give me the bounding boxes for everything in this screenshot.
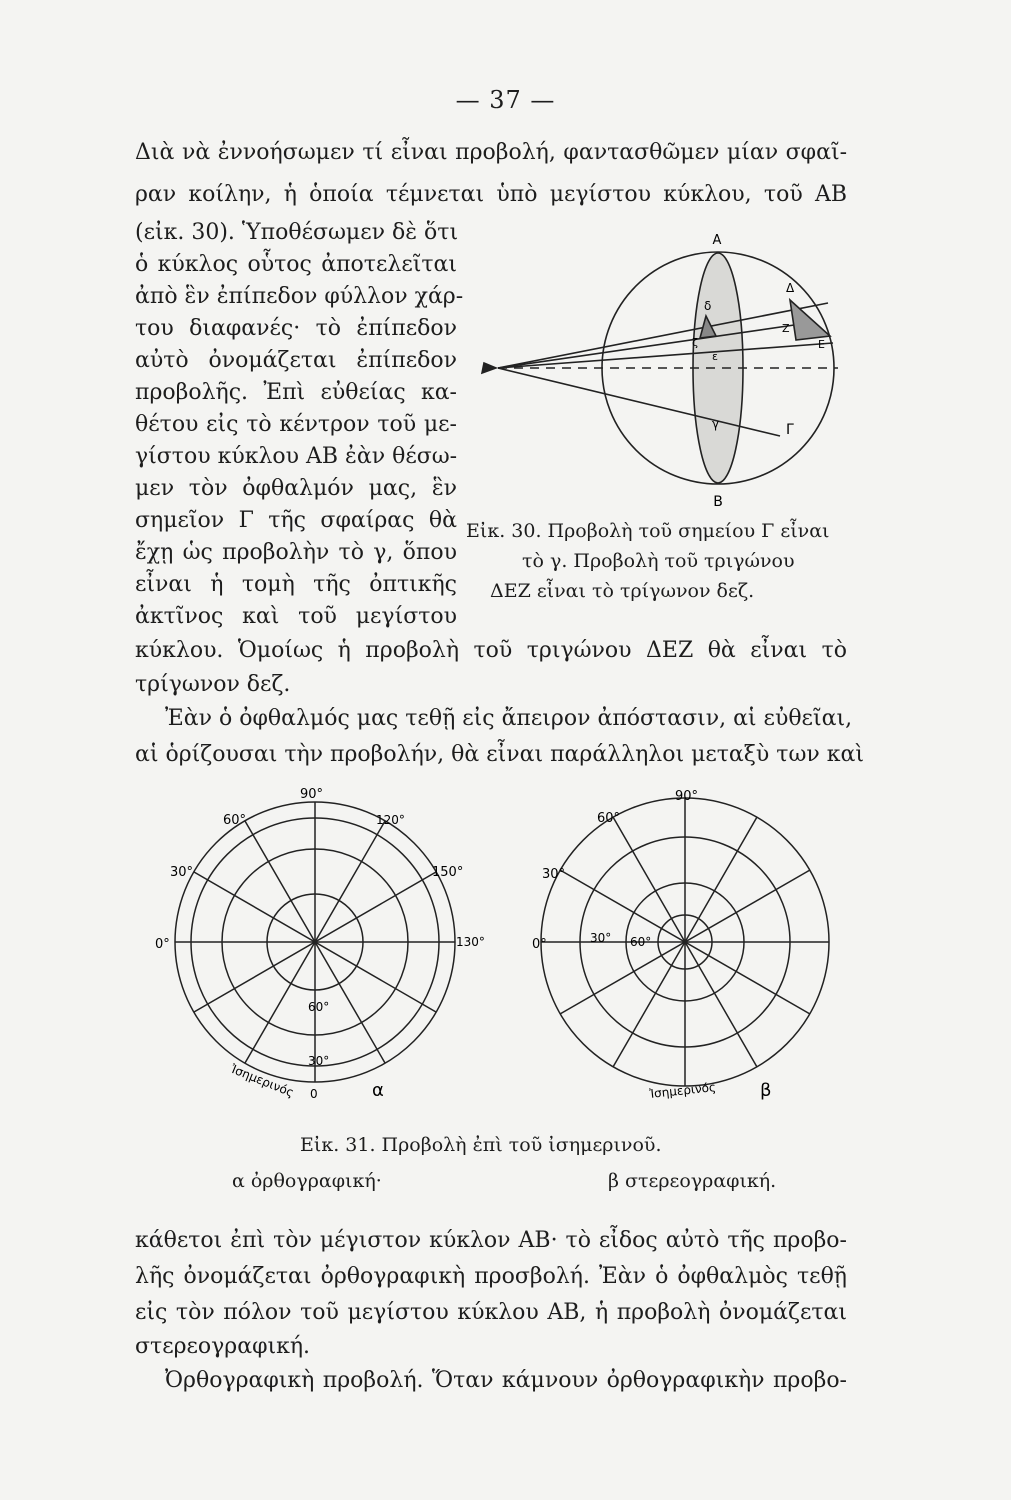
figure-30-diagram bbox=[468, 228, 858, 518]
orthographic-grid bbox=[175, 802, 455, 1082]
text-line: ραν κοίλην, ἡ ὁποία τέμνεται ὑπὸ μεγίστου κύκλου, τοῦ ΑΒ bbox=[135, 182, 847, 207]
label-G: Γ bbox=[786, 422, 794, 438]
text-line: του διαφανές· τὸ ἐπίπεδον bbox=[135, 316, 457, 341]
label-E: Ε bbox=[818, 338, 825, 351]
text-line: εἶναι ἡ τομὴ τῆς ὀπτικῆς bbox=[135, 572, 457, 597]
degree-label: 90° bbox=[675, 789, 699, 804]
text-line: εἰς τὸν πόλον τοῦ μεγίστου κύκλου ΑΒ, ἡ προβολὴ ὀνομάζεται bbox=[135, 1300, 847, 1325]
degree-label: 60° bbox=[223, 813, 247, 828]
eye-icon bbox=[482, 363, 496, 373]
projection-plane-ellipse bbox=[693, 253, 743, 483]
text-line: στερεογραφική. bbox=[135, 1334, 311, 1359]
text-line: (εἰκ. 30). Ὑποθέσωμεν δὲ ὅτι bbox=[135, 220, 459, 245]
text-line: ὁ κύκλος οὗτος ἀποτελεῖται bbox=[135, 252, 457, 277]
figure-30-caption-line: Εἰκ. 30. Προβολὴ τοῦ σημείου Γ εἶναι bbox=[466, 520, 830, 542]
text-line: λῆς ὀνομάζεται ὀρθογραφικὴ προσβολή. Ἐὰν ὁ ὀφθαλμὸς τεθῇ bbox=[135, 1264, 847, 1289]
equator-label: Ἰσημερινός bbox=[648, 1080, 717, 1101]
degree-label: 90° bbox=[300, 787, 324, 802]
label-D: Δ bbox=[786, 281, 795, 295]
text-line: προβολῆς. Ἐπὶ εὐθείας κα- bbox=[135, 380, 457, 405]
equator-label: Ἰσημερινός bbox=[228, 1061, 296, 1100]
text-line: θέτου εἰς τὸ κέντρον τοῦ με- bbox=[135, 412, 457, 437]
label-e: ε bbox=[712, 350, 718, 363]
degree-label: 30° bbox=[170, 865, 194, 880]
ray-line bbox=[498, 343, 833, 368]
label-g: γ bbox=[712, 417, 720, 431]
text-line: τρίγωνον δεζ. bbox=[135, 672, 291, 697]
degree-label: 0 bbox=[310, 1087, 318, 1101]
text-line: Ἐὰν ὁ ὀφθαλμός μας τεθῇ εἰς ἄπειρον ἀπόστασιν, αἱ εὐθεῖαι, bbox=[165, 706, 853, 731]
figure-31-sub-b: β στερεογραφική. bbox=[608, 1170, 777, 1192]
degree-label: 130° bbox=[456, 935, 485, 949]
stereographic-grid bbox=[541, 798, 829, 1086]
text-line: ἔχῃ ὡς προβολὴν τὸ γ, ὅπου bbox=[135, 540, 457, 565]
text-line: σημεῖον Γ τῆς σφαίρας θὰ bbox=[135, 508, 457, 533]
figure-31-caption: Εἰκ. 31. Προβολὴ ἐπὶ τοῦ ἰσημερινοῦ. bbox=[300, 1134, 662, 1156]
figure-letter: β bbox=[760, 1080, 772, 1101]
text-line: κύκλου. Ὁμοίως ἡ προβολὴ τοῦ τριγώνου ΔΕΖ θὰ εἶναι τὸ bbox=[135, 638, 847, 663]
degree-label: 60° bbox=[630, 935, 652, 949]
ray-line bbox=[498, 323, 808, 368]
degree-label: 150° bbox=[432, 865, 464, 880]
figure-31-diagrams bbox=[150, 780, 870, 1110]
degree-label: 0° bbox=[532, 937, 547, 952]
page-number: — 37 — bbox=[455, 86, 556, 114]
text-line: Ὀρθογραφικὴ προβολή. Ὅταν κάμνουν ὀρθογραφικὴν προβο- bbox=[165, 1368, 847, 1393]
text-line: κάθετοι ἐπὶ τὸν μέγιστον κύκλον ΑΒ· τὸ εἶδος αὐτὸ τῆς προβο- bbox=[135, 1228, 847, 1253]
text-line: Διὰ νὰ ἐννοήσωμεν τί εἶναι προβολή, φαντασθῶμεν μίαν σφαῖ- bbox=[135, 140, 847, 165]
text-line: αὐτὸ ὀνομάζεται ἐπίπεδον bbox=[135, 348, 457, 373]
figure-30-caption-line: τὸ γ. Προβολὴ τοῦ τριγώνου bbox=[522, 550, 795, 572]
figure-30-caption-line: ΔΕΖ εἶναι τὸ τρίγωνον δεζ. bbox=[490, 580, 755, 602]
degree-label: 60° bbox=[308, 1000, 330, 1014]
degree-label: 60° bbox=[597, 811, 621, 826]
degree-label: 30° bbox=[590, 931, 612, 945]
text-line: ἀκτῖνος καὶ τοῦ μεγίστου bbox=[135, 604, 457, 629]
label-z: ζ bbox=[692, 336, 698, 349]
label-Z: Ζ bbox=[782, 322, 790, 335]
ray-line bbox=[498, 303, 828, 368]
figure-letter: α bbox=[372, 1080, 384, 1101]
degree-label: 30° bbox=[308, 1054, 330, 1068]
degree-label: 0° bbox=[155, 937, 170, 952]
text-line: μεν τὸν ὀφθαλμόν μας, ἓν bbox=[135, 476, 457, 501]
figure-31-sub-a: α ὀρθογραφική· bbox=[232, 1170, 382, 1192]
label-B: Β bbox=[713, 494, 723, 510]
label-d: δ bbox=[704, 299, 712, 313]
text-line: ἀπὸ ἓν ἐπίπεδον φύλλον χάρ- bbox=[135, 284, 464, 309]
text-line: αἱ ὁρίζουσαι τὴν προβολήν, θὰ εἶναι παράλληλοι μεταξὺ των καὶ bbox=[135, 742, 864, 767]
label-A: Α bbox=[712, 233, 722, 248]
text-line: γίστου κύκλου ΑΒ ἐὰν θέσω- bbox=[135, 444, 458, 469]
degree-label: 30° bbox=[542, 867, 566, 882]
degree-label: 120° bbox=[376, 813, 405, 827]
